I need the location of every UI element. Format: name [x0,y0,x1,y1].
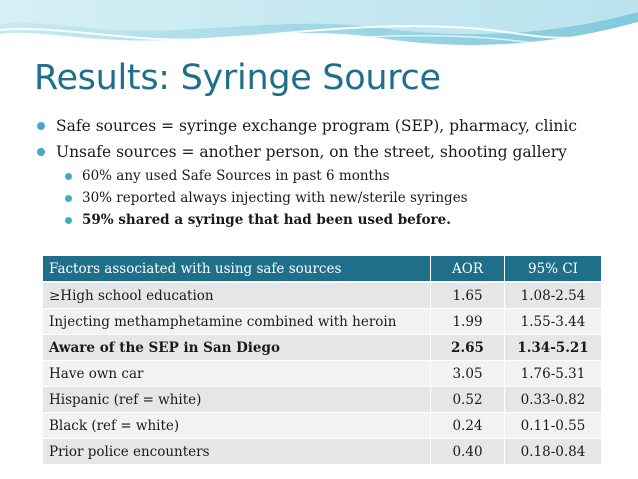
cell-ci: 1.34-5.21 [505,335,602,361]
bullet-icon [37,122,45,130]
sub-bullet-item [0,209,577,231]
sub-bullet-item [0,165,577,187]
cell-aor: 0.52 [431,387,505,413]
header-aor: AOR [431,256,505,283]
slide-title: Results: Syringe Source [34,58,441,98]
bullet-text: 30% reported always injecting with new/sterile syringes [82,190,468,206]
cell-factor: Aware of the SEP in San Diego [43,335,431,361]
bullet-icon [37,148,45,156]
table-row [43,439,602,465]
cell-aor: 3.05 [431,361,505,387]
cell-ci: 0.33-0.82 [505,387,602,413]
cell-factor: ≥High school education [43,282,431,309]
bullet-text: 59% shared a syringe that had been used before. [82,212,451,228]
bullet-item [0,139,577,165]
bullet-list [0,113,577,231]
decorative-wave-header [0,0,638,60]
bullet-icon [65,217,72,224]
cell-factor: Have own car [43,361,431,387]
sub-bullet-item [0,187,577,209]
cell-aor: 1.99 [431,309,505,335]
table-row [43,335,602,361]
cell-ci: 1.55-3.44 [505,309,602,335]
table-header-row [43,256,602,283]
bullet-text: Unsafe sources = another person, on the street, shooting gallery [56,143,567,161]
cell-aor: 0.40 [431,439,505,465]
table-row [43,361,602,387]
cell-ci: 1.76-5.31 [505,361,602,387]
bullet-text: 60% any used Safe Sources in past 6 months [82,168,390,184]
table-row [43,282,602,309]
table-row [43,413,602,439]
bullet-icon [65,195,72,202]
cell-ci: 1.08-2.54 [505,282,602,309]
cell-factor: Prior police encounters [43,439,431,465]
header-ci: 95% CI [505,256,602,283]
table-row [43,387,602,413]
cell-ci: 0.11-0.55 [505,413,602,439]
bullet-item [0,113,577,139]
cell-aor: 0.24 [431,413,505,439]
bullet-icon [65,173,72,180]
cell-factor: Injecting methamphetamine combined with heroin [43,309,431,335]
cell-aor: 2.65 [431,335,505,361]
table-row [43,309,602,335]
header-factor: Factors associated with using safe sources [43,256,431,283]
cell-factor: Black (ref = white) [43,413,431,439]
cell-factor: Hispanic (ref = white) [43,387,431,413]
results-table [42,255,602,465]
cell-aor: 1.65 [431,282,505,309]
bullet-text: Safe sources = syringe exchange program (SEP), pharmacy, clinic [56,117,578,135]
cell-ci: 0.18-0.84 [505,439,602,465]
